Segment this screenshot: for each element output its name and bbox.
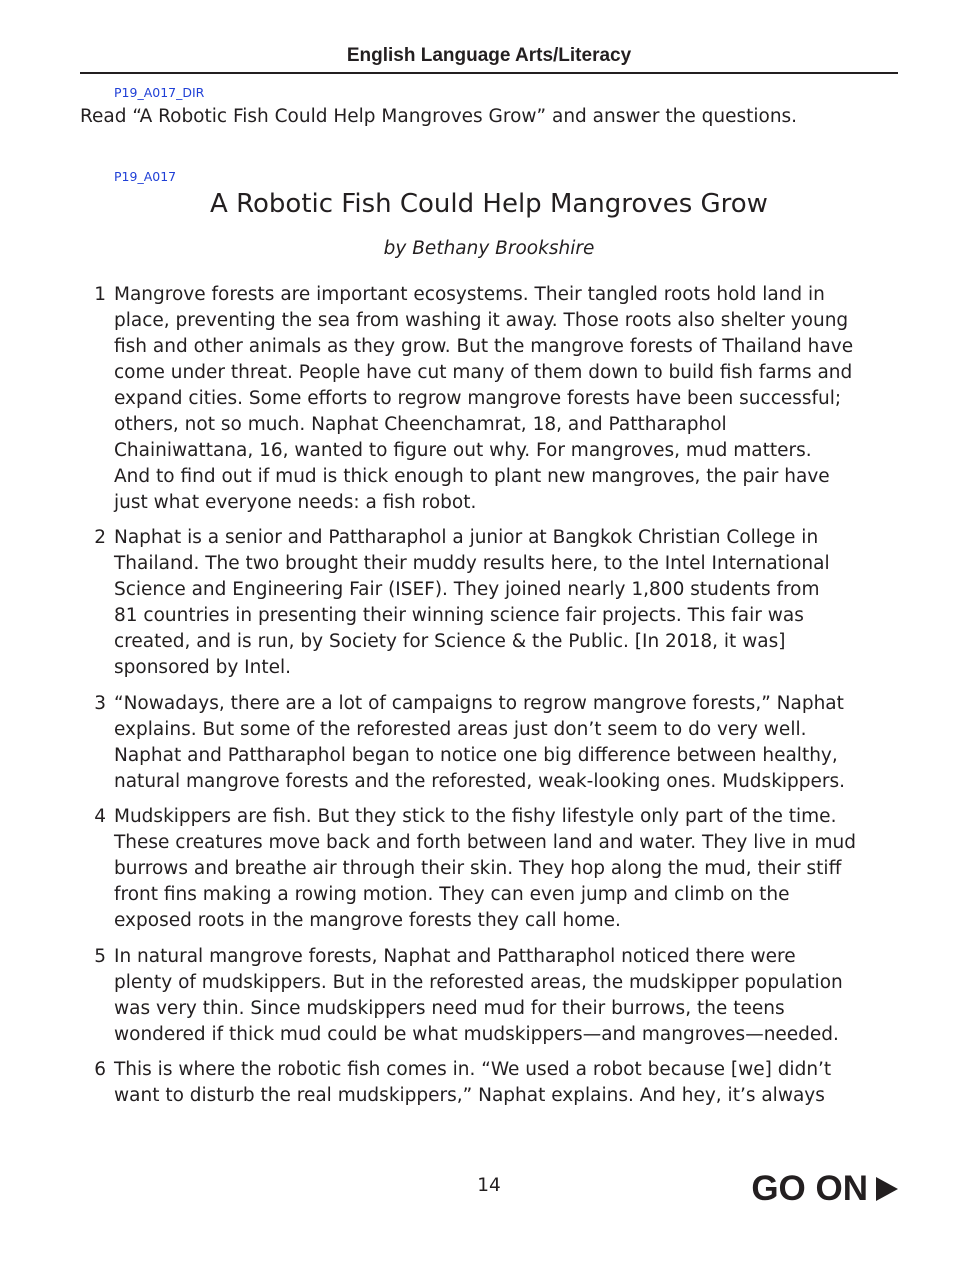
paragraph-number: 5 [94, 946, 106, 967]
paragraph-text [114, 282, 902, 516]
text-line: Naphat is a senior and Pattharaphol a junior at Bangkok Christian College in [114, 527, 819, 548]
paragraph-number: 3 [94, 693, 106, 714]
text-line: just what everyone needs: a fish robot. [114, 492, 477, 513]
paragraph-text [114, 944, 902, 1048]
paragraph-6 [80, 1057, 902, 1109]
passage-code: P19_A017 [114, 169, 177, 184]
text-line: These creatures move back and forth between land and water. They live in mud [114, 832, 856, 853]
paragraph-4 [80, 804, 902, 934]
text-line: fish and other animals as they grow. But the mangrove forests of Thailand have [114, 336, 854, 357]
text-line: front fins making a rowing motion. They can even jump and climb on the [114, 884, 790, 905]
directions-text: Read “A Robotic Fish Could Help Mangroves Grow” and answer the questions. [80, 106, 798, 127]
text-line: In natural mangrove forests, Naphat and Pattharaphol noticed there were [114, 946, 796, 967]
paragraph-number: 2 [94, 527, 106, 548]
text-line: place, preventing the sea from washing it away. Those roots also shelter young [114, 310, 849, 331]
text-line: Science and Engineering Fair (ISEF). They joined nearly 1,800 students from [114, 579, 820, 600]
text-line: “Nowadays, there are a lot of campaigns to regrow mangrove forests,” Naphat [114, 693, 844, 714]
paragraph-1 [80, 282, 902, 516]
text-line: wondered if thick mud could be what mudskippers—and mangroves—needed. [114, 1024, 839, 1045]
text-line: This is where the robotic fish comes in. “We used a robot because [we] didn’t [114, 1059, 832, 1080]
go-on-label: GO ON [751, 1169, 868, 1208]
text-line: natural mangrove forests and the reforested, weak-looking ones. Mudskippers. [114, 771, 846, 792]
paragraph-5 [80, 944, 902, 1048]
paragraph-2 [80, 525, 902, 681]
text-line: sponsored by Intel. [114, 657, 291, 678]
text-line: 81 countries in presenting their winning science fair projects. This fair was [114, 605, 804, 626]
text-line: exposed roots in the mangrove forests they call home. [114, 910, 621, 931]
paragraph-text [114, 804, 902, 934]
text-line: burrows and breathe air through their skin. They hop along the mud, their stiff [114, 858, 842, 879]
subject-title: English Language Arts/Literacy [346, 45, 632, 66]
text-line: was very thin. Since mudskippers need mud for their burrows, the teens [114, 998, 785, 1019]
text-line: And to find out if mud is thick enough to plant new mangroves, the pair have [114, 466, 830, 487]
text-line: want to disturb the real mudskippers,” Naphat explains. And hey, it’s always [114, 1085, 825, 1106]
text-line: Thailand. The two brought their muddy results here, to the Intel International [114, 553, 830, 574]
arrow-right-icon [876, 1177, 898, 1201]
text-line: Naphat and Pattharaphol began to notice one big difference between healthy, [114, 745, 838, 766]
paragraph-text [114, 1057, 902, 1109]
directions-code: P19_A017_DIR [114, 85, 205, 100]
go-on-indicator [751, 1168, 898, 1210]
text-line: plenty of mudskippers. But in the reforested areas, the mudskipper population [114, 972, 843, 993]
paragraph-3 [80, 691, 902, 795]
text-line: created, and is run, by Society for Science & the Public. [In 2018, it was] [114, 631, 786, 652]
page-number: 14 [477, 1175, 501, 1196]
page-header [80, 44, 898, 74]
text-line: Mangrove forests are important ecosystems. Their tangled roots hold land in [114, 284, 825, 305]
text-line: Chainiwattana, 16, wanted to figure out why. For mangroves, mud matters. [114, 440, 812, 461]
text-line: others, not so much. Naphat Cheenchamrat, 18, and Pattharaphol [114, 414, 727, 435]
paragraph-number: 4 [94, 806, 106, 827]
paragraph-number: 1 [94, 284, 106, 305]
passage-title: A Robotic Fish Could Help Mangroves Grow [210, 189, 768, 219]
text-line: Mudskippers are fish. But they stick to the fishy lifestyle only part of the time. [114, 806, 837, 827]
paragraph-text [114, 691, 902, 795]
paragraph-number: 6 [94, 1059, 106, 1080]
text-line: expand cities. Some efforts to regrow mangrove forests have been successful; [114, 388, 842, 409]
passage-byline: by Bethany Brookshire [383, 238, 595, 259]
paragraph-text [114, 525, 902, 681]
text-line: explains. But some of the reforested areas just don’t seem to do very well. [114, 719, 807, 740]
text-line: come under threat. People have cut many of them down to build fish farms and [114, 362, 853, 383]
